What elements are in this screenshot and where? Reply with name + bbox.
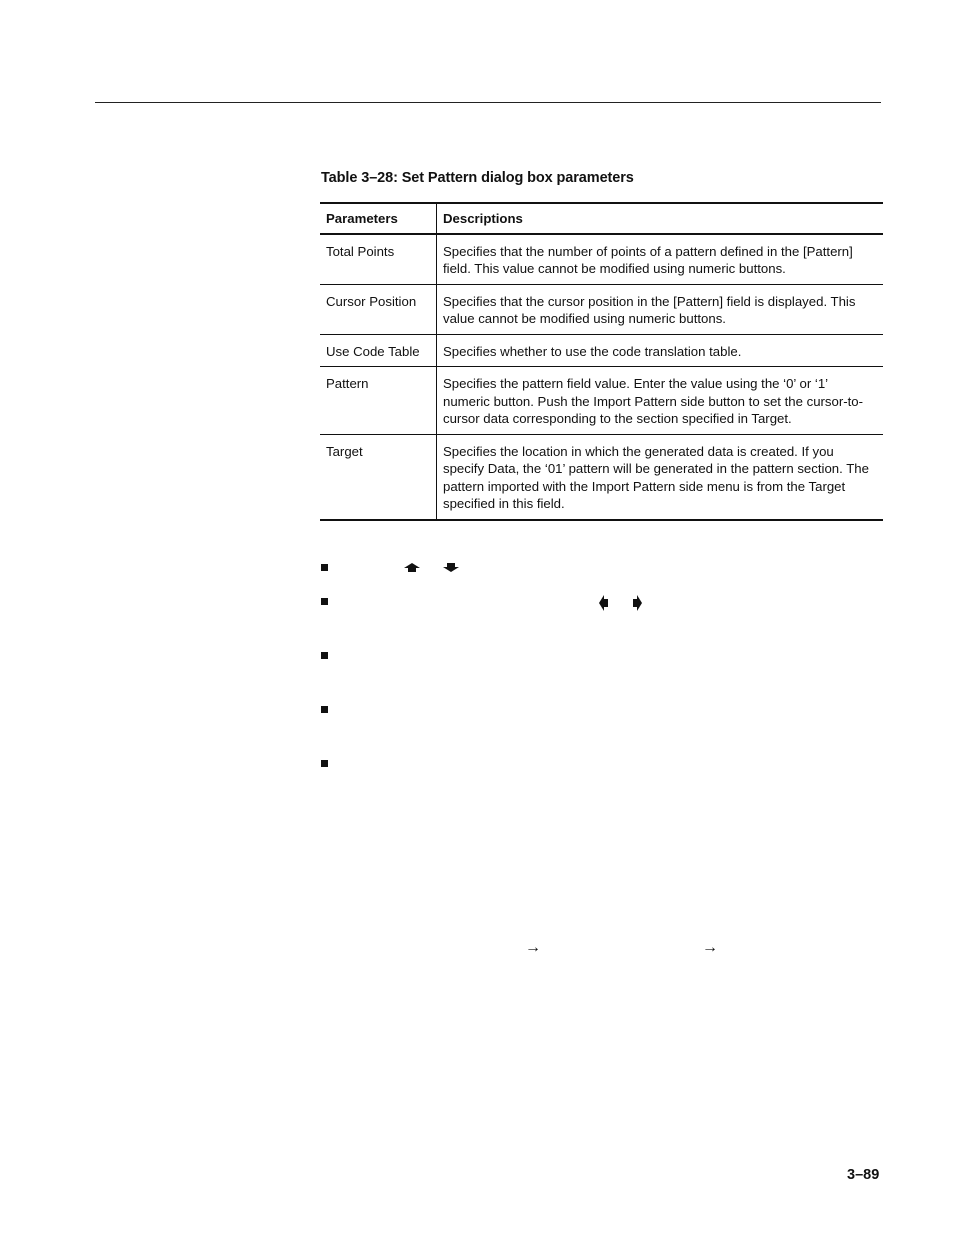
square-bullet-icon — [321, 564, 328, 571]
up-arrow-key-icon — [404, 563, 420, 573]
table-row — [320, 367, 883, 435]
parameter-cell: Pattern — [320, 367, 437, 435]
menu-path-arrow: → — [702, 939, 718, 956]
right-arrow-key-icon — [632, 595, 642, 611]
table-row — [320, 334, 883, 367]
parameter-cell: Total Points — [320, 234, 437, 285]
square-bullet-icon — [321, 760, 328, 767]
page-number: 3–89 — [847, 1167, 880, 1183]
column-header-parameters: Parameters — [320, 203, 437, 234]
square-bullet-icon — [321, 706, 328, 713]
parameters-table — [320, 202, 883, 521]
table-row — [320, 234, 883, 285]
down-arrow-key-icon — [443, 563, 459, 573]
square-bullet-icon — [321, 598, 328, 605]
description-cell: Specifies the pattern field value. Enter the value using the ‘0’ or ‘1’ numeric button. Push the Import Pattern side button to set the cursor-to-cursor data corresponding to the section specified in Target. — [443, 376, 864, 426]
description-cell: Specifies that the cursor position in the [Pattern] field is displayed. This value cannot be modified using numeric buttons. — [443, 293, 856, 326]
parameter-cell: Use Code Table — [320, 334, 437, 367]
parameter-cell: Target — [320, 434, 437, 520]
description-cell: Specifies that the number of points of a pattern defined in the [Pattern] field. This value cannot be modified using numeric buttons. — [443, 243, 853, 276]
description-cell: Specifies the location in which the generated data is created. If you specify Data, the ‘01’ pattern will be generated in the pattern section. The pattern imported with the Import Pattern side menu is from the Target specified in this field. — [443, 443, 869, 511]
menu-path-arrow: → — [525, 939, 541, 956]
table-header-row — [320, 203, 883, 234]
column-header-descriptions: Descriptions — [443, 211, 523, 226]
table-row — [320, 434, 883, 520]
left-arrow-key-icon — [599, 595, 609, 611]
description-cell: Specifies whether to use the code translation table. — [443, 343, 742, 359]
table-caption: Table 3–28: Set Pattern dialog box parameters — [321, 170, 634, 186]
header-rule — [95, 102, 881, 103]
parameter-cell: Cursor Position — [320, 284, 437, 334]
square-bullet-icon — [321, 652, 328, 659]
table-row — [320, 284, 883, 334]
